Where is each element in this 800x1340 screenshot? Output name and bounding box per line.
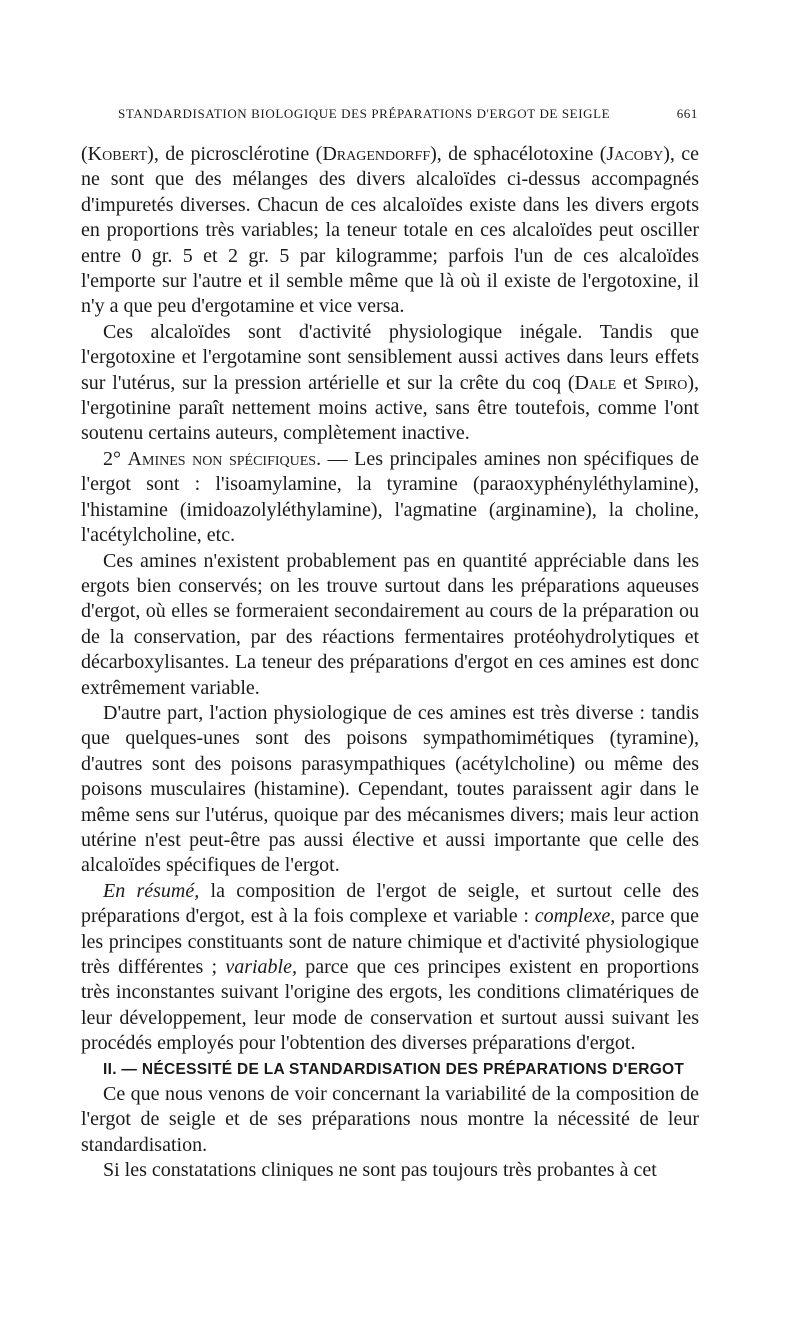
page-number: 661: [676, 106, 698, 121]
paragraph-3: 2° Amines non spécifiques. — Les principales amines non spécifiques de l'ergot sont : l'isoamylamine, la tyramine (paraoxyphényléthylamine), l'histamine (imidoazolyléthylamine), l'agmatine (arginamine), la choline, l'acétylcholine, etc.: [81, 447, 699, 547]
paragraph-8: Si les constatations cliniques ne sont pas toujours très probantes à cet: [103, 1159, 657, 1182]
author-kobert: Kobert: [87, 143, 148, 165]
subsection-title: Amines non spécifiques.: [127, 447, 322, 470]
running-title: STANDARDISATION BIOLOGIQUE DES PRÉPARATIONS D'ERGOT DE SEIGLE: [118, 106, 611, 121]
emphasis-complexe: complexe,: [534, 905, 616, 928]
author-dale: Dale: [574, 371, 617, 394]
author-dragendorff: Dragendorff: [322, 143, 431, 165]
paragraph-7: Ce que nous venons de voir concernant la variabilité de la composition de l'ergot de seigle et de ses préparations nous montre la nécessité de leur standardisation.: [81, 1083, 699, 1156]
paragraph-1: (Kobert), de picrosclérotine (Dragendorff), de sphacélotoxine (Jacoby), ce ne sont que des mélanges des divers alcaloïdes ci-dessus accompagnés d'impuretés diverses. Chacun de ces alcaloïdes existe dans les divers ergots en proportions très variables; la teneur totale en ces alcaloïdes peut osciller entre 0 gr. 5 et 2 gr. 5 par kilogramme; parfois l'un de ces alcaloïdes l'emporte sur l'autre et il semble même que là où il existe de l'ergotoxine, il n'y a que peu d'ergotamine et vice versa.: [81, 143, 699, 318]
section-heading: II. — NÉCESSITÉ DE LA STANDARDISATION DES PRÉPARATIONS D'ERGOT: [103, 1060, 685, 1078]
summary-lead: En résumé,: [103, 879, 200, 902]
author-spiro: Spiro: [644, 371, 688, 394]
paragraph-2: Ces alcaloïdes sont d'activité physiologique inégale. Tandis que l'ergotoxine et l'ergotamine sont sensiblement aussi actives dans leurs effets sur l'utérus, sur la pression artérielle et sur la crête du coq (Dale et Spiro), l'ergotinine paraît nettement moins active, sans être toutefois, comme l'ont soutenu certains auteurs, complètement inactive.: [81, 320, 699, 445]
author-jacoby: Jacoby: [606, 143, 664, 165]
article-body: [81, 142, 699, 1184]
paragraph-6: En résumé, la composition de l'ergot de seigle, et surtout celle des préparations d'ergot, est à la fois complexe et variable : complexe, parce que les principes constituants sont de nature chimique et d'activité physiologique très différentes ; variable, parce que ces principes existent en proportions très inconstantes suivant l'origine des ergots, les conditions climatériques de leur développement, leur mode de conservation et surtout aussi suivant les procédés employés pour l'obtention des diverses préparations d'ergot.: [81, 879, 700, 1055]
emphasis-variable: variable,: [225, 956, 297, 978]
paragraph-4: Ces amines n'existent probablement pas en quantité appréciable dans les ergots bien conservés; on les trouve surtout dans les préparations aqueuses d'ergot, où elles se formeraient secondairement au cours de la préparation ou de la conservation, par des réactions fermentaires protéohydrolytiques et décarboxylisantes. La teneur des préparations d'ergot en ces amines est donc extrêmement variable.: [81, 549, 699, 699]
paragraph-5: D'autre part, l'action physiologique de ces amines est très diverse : tandis que quelques-unes sont des poisons sympathomimétiques (tyramine), d'autres sont des poisons parasympathiques (acétylcholine) ou même des poisons musculaires (histamine). Cependant, toutes paraissent agir dans le même sens sur l'utérus, quoique par des mécanismes divers; mais leur action utérine n'est peut-être pas aussi élective et aussi importante que celle des alcaloïdes spécifiques de l'ergot.: [81, 701, 699, 877]
